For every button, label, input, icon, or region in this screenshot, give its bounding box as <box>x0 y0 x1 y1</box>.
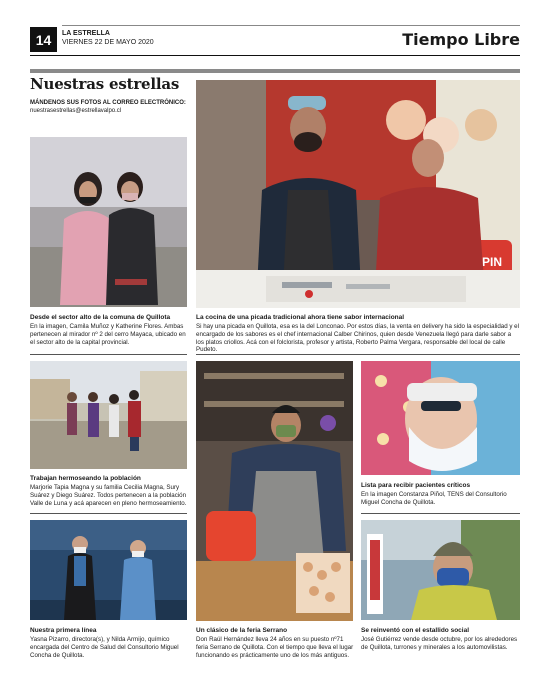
section-title: Tiempo Libre <box>402 30 520 49</box>
caption-body: En la imagen, Camila Muñoz y Katherine Flores. Ambas pertenecen al mirador nº 2 del cerro Mayaca, ubicado en el sector alto de la capital provincial. <box>30 323 186 346</box>
caption-title: La cocina de una picada tradicional ahora tiene sabor internacional <box>196 314 405 321</box>
header-rule <box>30 55 520 56</box>
publication-info <box>62 29 154 47</box>
caption-separator <box>196 354 520 355</box>
photo-street-vendor <box>361 520 520 620</box>
photo-feria-vendor <box>196 361 353 621</box>
caption-title: Desde el sector alto de la comuna de Quillota <box>30 314 171 321</box>
submission-heading: MÁNDENOS SUS FOTOS AL CORREO ELECTRÓNICO: <box>30 100 186 106</box>
photo-mirador <box>30 137 187 307</box>
caption-body: Si hay una picada en Quillota, esa es la del Lonconao. Por estos días, la venta en delivery ha sido la especialidad y el encargado de los sabores es el chef internacional Calber Chirinos, quien desde Venezuela llegó para darle sabor a los platos criollos. Acá con el folclorista, profesor y artista, Roberto Palma Vergara, responsable del local de calle Pudeto. <box>196 323 519 354</box>
caption-title: Nuestra primera línea <box>30 627 97 634</box>
caption-title: Se reinventó con el estallido social <box>361 627 470 634</box>
caption-body: En la imagen Constanza Piñol, TENS del Consultorio Miguel Concha de Quillota. <box>361 491 507 506</box>
caption-body: Marjorie Tapia Magna y su familia Cecilia Magna, Sury Suárez y Diego Suárez. Todos pertenecen a la población Valle de Luna y acá aparecen en pleno hermoseamiento. <box>30 484 187 507</box>
caption-title: Trabajan hermoseando la población <box>30 475 141 482</box>
submission-email[interactable]: nuestrasestrellas@estrellavalpo.cl <box>30 107 122 114</box>
caption-body: Yasna Pizarro, directora(s), y Nilda Armijo, químico encargada del Centro de Salud del Consultorio Miguel Concha de Quillota. <box>30 636 179 659</box>
caption-body: Don Raúl Hernández lleva 24 años en su puesto nº71 feria Serrano de Quillota. Con el tiempo que lleva el lugar funcionando es prácticamente uno de los más antiguos. <box>196 636 354 659</box>
header-top-rule <box>62 25 520 26</box>
feature-bar <box>30 69 520 73</box>
caption-separator <box>30 354 187 355</box>
sign-text: PIN <box>481 255 503 269</box>
page-number: 14 <box>30 27 57 52</box>
publication-name: LA ESTRELLA <box>62 30 110 37</box>
caption-title: Lista para recibir pacientes críticos <box>361 482 471 489</box>
photo-picada-kitchen <box>196 80 520 308</box>
photo-health-worker <box>361 361 520 475</box>
caption-title: Un clásico de la feria Serrano <box>196 627 288 634</box>
photo-clinic-staff <box>30 520 187 620</box>
publication-date: VIERNES 22 DE MAYO 2020 <box>62 39 154 46</box>
feature-title: Nuestras estrellas <box>30 75 180 93</box>
caption-body: José Gutiérrez vende desde octubre, por los alrededores de Quillota, turrones y minerales a los automovilistas. <box>361 636 518 651</box>
caption-separator <box>30 513 187 514</box>
caption-separator <box>361 513 520 514</box>
submission-note <box>30 100 190 115</box>
photo-poblacion-family <box>30 361 187 469</box>
